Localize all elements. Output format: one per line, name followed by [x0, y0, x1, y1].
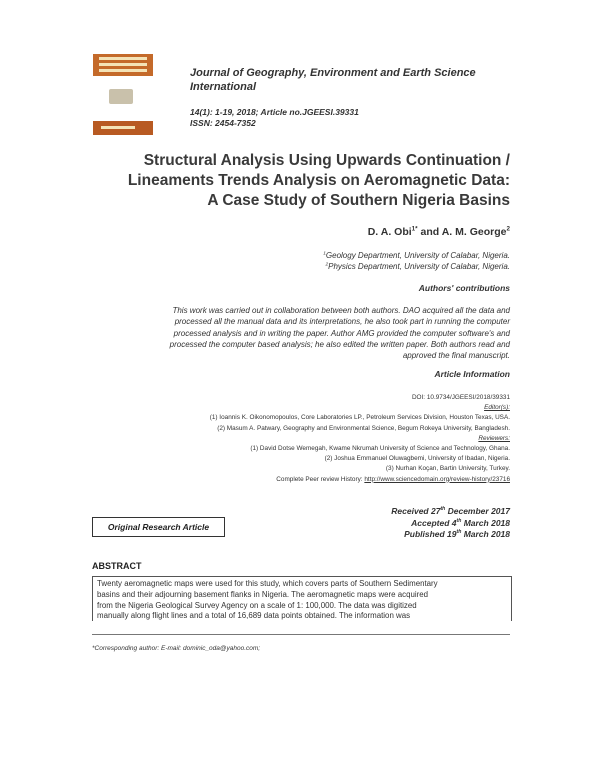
citation: 14(1): 1-19, 2018; Article no.JGEESI.39331 — [190, 107, 359, 117]
article-information — [140, 393, 510, 485]
aff-sup: 1 — [323, 251, 326, 257]
date-sup: th — [456, 529, 462, 536]
reviewer-3: (3) Nurhan Koçan, Bartin University, Turkey. — [385, 465, 510, 473]
author-2: and A. M. George — [417, 226, 507, 238]
publication-dates — [300, 506, 510, 541]
review-history-link[interactable]: http://www.sciencedomain.org/review-history/23716 — [364, 475, 510, 483]
doi: DOI: 10.9734/JGEESI/2018/39331 — [411, 394, 510, 401]
editor-1: (1) Ioannis K. Oikonomopoulos, Core Laboratories LP., Petroleum Services Division, Houston Texas, USA. — [209, 414, 510, 422]
date-sup: th — [456, 517, 462, 524]
article-title — [90, 151, 510, 211]
abstract-line: manually along flight lines and a total of 16,689 data points obtained. The information was — [97, 611, 411, 621]
title-line: Lineaments Trends Analysis on Aeromagnetic Data: — [127, 172, 510, 189]
review-history — [140, 475, 510, 485]
affiliation-2 — [240, 261, 510, 272]
author-1: D. A. Obi — [367, 226, 412, 238]
date-text: December 2017 — [445, 506, 510, 516]
date-text: March 2018 — [461, 529, 510, 539]
date-text: Published 19 — [404, 529, 457, 539]
reviewer-2: (2) Joshua Emmanuel Oluwagbemi, University of Ibadan, Nigeria. — [324, 455, 510, 463]
abstract-text — [97, 579, 507, 621]
date-sup: th — [440, 506, 446, 513]
abstract-line: Twenty aeromagnetic maps were used for this study, which covers parts of Southern Sedimentary — [97, 579, 438, 588]
title-line: Structural Analysis Using Upwards Continuation / — [143, 152, 510, 169]
journal-issue — [190, 107, 359, 129]
abstract-heading: ABSTRACT — [92, 561, 142, 571]
received-date — [300, 506, 510, 518]
article-type-box: Original Research Article — [92, 517, 225, 537]
contrib-line: processed analysis and in writing the paper. Author AMG provided the computer software's and — [173, 328, 510, 338]
aff-text: Geology Department, University of Calabar, Nigeria. — [325, 251, 510, 260]
contributions-text — [92, 305, 510, 361]
published-date — [300, 529, 510, 541]
corresponding-author-footnote: *Corresponding author: E-mail: dominic_oda@yahoo.com; — [92, 645, 261, 652]
author-2-sup: 2 — [506, 225, 510, 233]
reviewers-label: Reviewers: — [478, 434, 510, 442]
journal-name: Journal of Geography, Environment and Earth Science International — [190, 67, 476, 93]
publisher-logo — [93, 54, 153, 136]
contrib-line: processed the computer based analysis; he also edited the written paper. Both authors read and — [169, 339, 510, 349]
affiliation-1 — [240, 250, 510, 261]
article-info-heading: Article Information — [434, 369, 510, 379]
contrib-line: approved the final manuscript. — [402, 351, 510, 361]
abstract-line: from the Nigeria Geological Survey Agency on a scale of 1: 100,000. The data was digitized — [97, 600, 417, 610]
abstract-box — [92, 576, 512, 621]
editors-label: Editor(s): — [484, 404, 510, 412]
aff-sup: 2 — [325, 262, 329, 268]
issn: ISSN: 2454-7352 — [190, 118, 256, 128]
contrib-line: processed all the manual data and its interpretations, he also took part in running the computer — [174, 317, 510, 327]
author-1-sup: 1* — [411, 225, 418, 233]
reviewer-1: (1) David Dotse Wemegah, Kwame Nkrumah University of Science and Technology, Ghana. — [250, 445, 510, 453]
editor-2: (2) Masum A. Patwary, Geography and Environmental Science, Begum Rokeya University, Bangladesh. — [217, 424, 510, 432]
accepted-date — [300, 518, 510, 530]
contrib-line: This work was carried out in collaboration between both authors. DAO acquired all the data and — [172, 306, 510, 315]
footnote-divider — [92, 634, 510, 635]
affiliations — [240, 250, 510, 272]
title-line: A Case Study of Southern Nigeria Basins — [207, 192, 510, 209]
date-text: March 2018 — [461, 517, 510, 528]
authors — [330, 226, 510, 238]
contributions-heading: Authors' contributions — [418, 283, 510, 293]
aff-text: Physics Department, University of Calabar, Nigeria. — [328, 262, 510, 271]
date-text: Received 27 — [391, 506, 441, 516]
abstract-line: basins and their adjourning basement flanks in Nigeria. The aeromagnetic maps were acquired — [97, 589, 429, 599]
date-text: Accepted 4 — [411, 517, 457, 528]
history-label: Complete Peer review History: — [276, 475, 365, 483]
